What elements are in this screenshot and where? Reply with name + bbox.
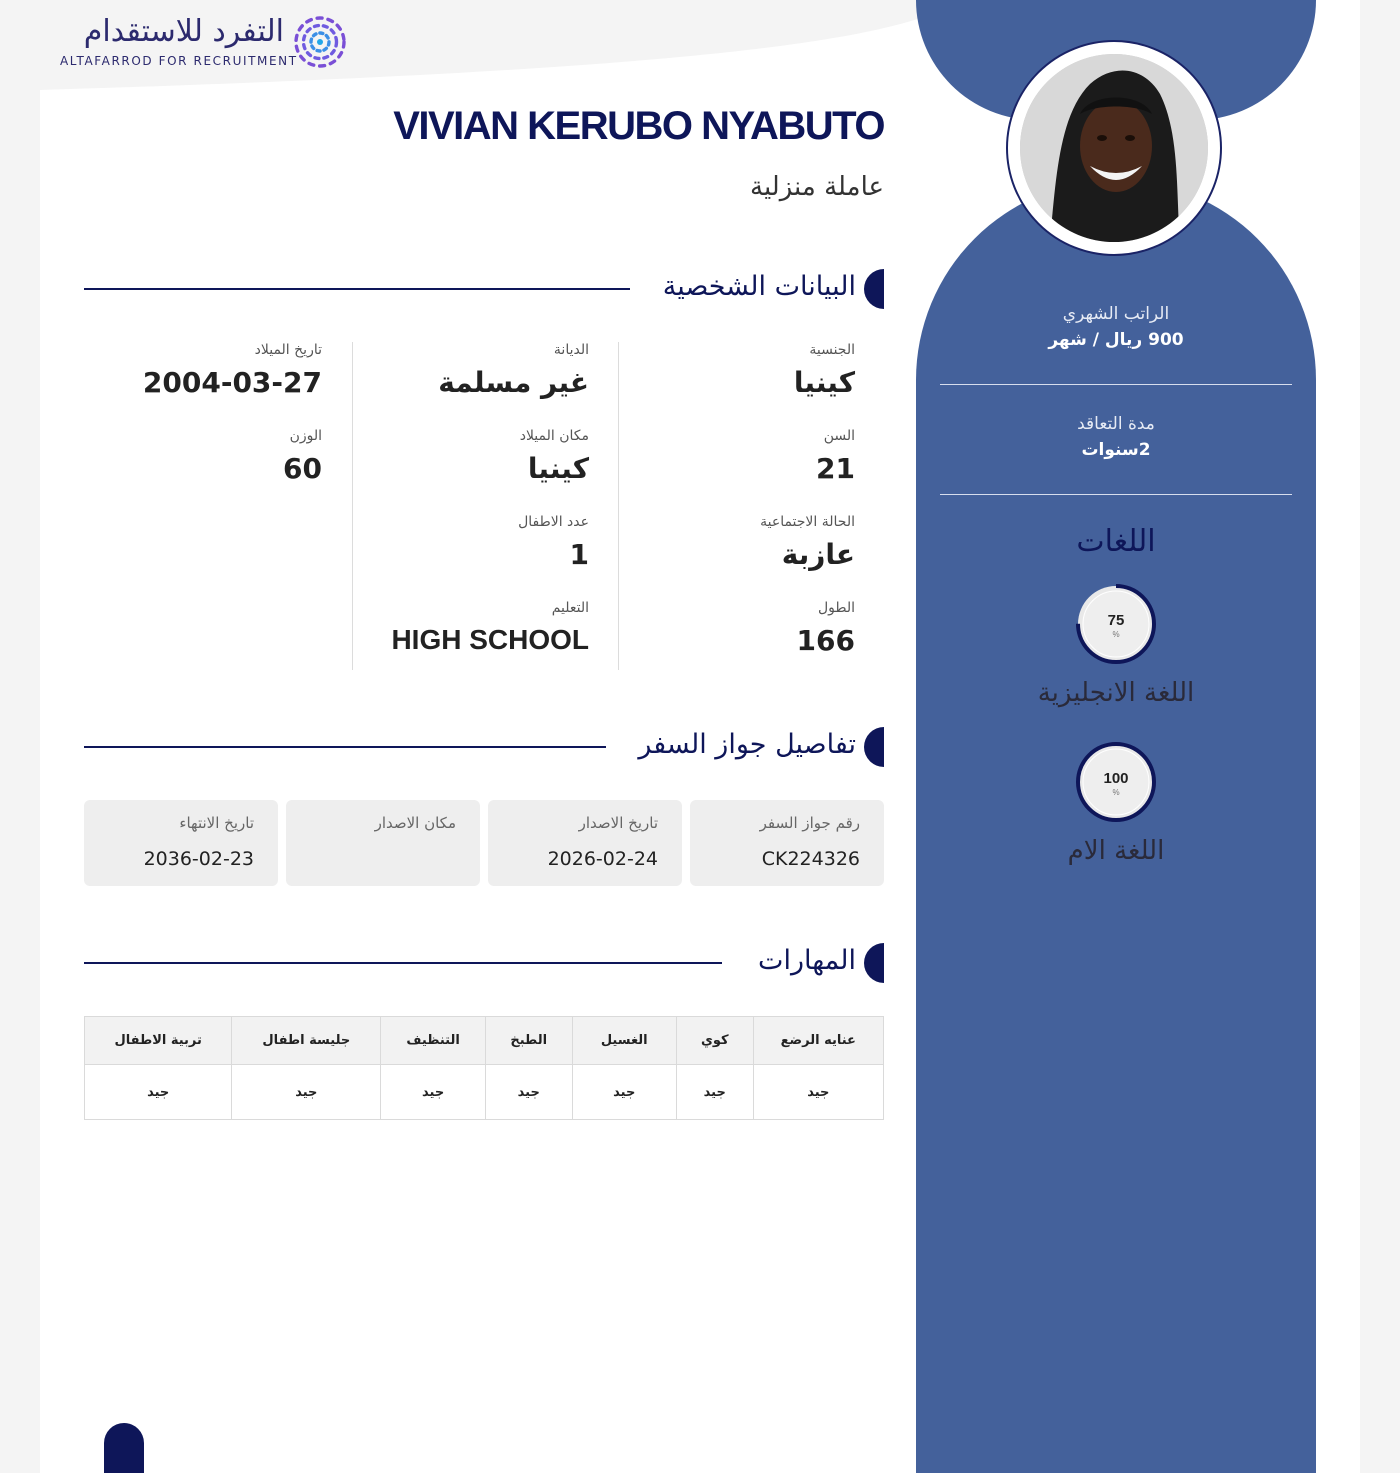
section-header-skills [84,943,884,983]
logo-text-english: ALTAFARROD FOR RECRUITMENT [60,54,298,68]
field-height [797,600,855,657]
logo-text-arabic: التفرد للاستقدام [83,14,284,49]
field-label: الطول [817,600,855,616]
field-label: مكان الميلاد [519,428,589,444]
section-header-personal [84,269,884,309]
person-avatar-icon [1020,54,1208,242]
section-marker [864,269,884,309]
passport-label: تاريخ الانتهاء [179,814,254,832]
field-age [816,428,855,485]
field-value: 60 [283,452,322,485]
passport-number-card [690,800,884,886]
skill-header: عنايه الرضع [753,1017,883,1065]
profile-photo[interactable] [1018,52,1210,244]
field-label: التعليم [551,600,589,616]
salary-label: الراتب الشهري [1062,304,1170,324]
section-title: تفاصيل جواز السفر [638,729,856,760]
language-percent: 100 [1103,770,1129,787]
field-label: تاريخ الميلاد [254,342,322,358]
field-value: عازبة [781,538,855,571]
section-line [84,288,630,290]
field-birthplace [520,428,589,485]
skill-level: جيد [85,1065,232,1120]
skill-level: جيد [572,1065,676,1120]
field-label: السن [823,428,855,444]
monthly-salary [940,304,1292,350]
contract-label: مدة التعاقد [1077,414,1155,434]
field-value: غير مسلمة [438,366,589,399]
skills-header-row [85,1017,884,1065]
section-header-passport [84,727,884,767]
section-line [84,962,722,964]
language-name: اللغة الانجليزية [1037,678,1195,708]
language-percent: 75 [1107,612,1125,629]
field-weight [283,428,322,485]
personal-column [86,342,352,670]
skill-level: جيد [676,1065,753,1120]
personal-column [352,342,619,670]
field-label: عدد الاطفال [518,514,589,530]
section-title: البيانات الشخصية [662,271,856,302]
language-name: اللغة الام [1067,836,1165,866]
sidebar-divider [940,494,1292,495]
skills-table [84,1016,884,1120]
profile-photo-frame [1006,40,1222,256]
sidebar-divider [940,384,1292,385]
section-marker [864,943,884,983]
percent-sign: % [1112,630,1120,639]
skill-level: جيد [485,1065,572,1120]
issue-date-card [488,800,682,886]
field-value: 2004-03-27 [142,366,322,399]
sidebar-body-shape [916,180,1316,1473]
contract-duration [940,414,1292,460]
personal-column [618,342,885,670]
field-value: كينيا [527,452,589,485]
field-marital-status [760,514,855,571]
field-label: الحالة الاجتماعية [760,514,855,530]
skill-header: تربية الاطفال [85,1017,232,1065]
job-title: عاملة منزلية [750,172,884,202]
section-line [84,746,606,748]
field-label: الديانة [553,342,589,358]
field-education [391,600,589,656]
field-birthdate [143,342,322,399]
language-progress-native [1074,740,1158,824]
salary-value: 900 ريال / شهر [1048,330,1184,350]
skill-header: الغسيل [572,1017,676,1065]
field-children [518,514,589,571]
section-marker [864,727,884,767]
expiry-date-card [84,800,278,886]
issue-place-card [286,800,480,886]
field-religion [438,342,589,399]
passport-label: تاريخ الاصدار [578,814,658,832]
contract-value: 2سنوات [1081,440,1151,460]
field-value: HIGH SCHOOL [391,624,589,655]
skill-header: جليسة اطفال [232,1017,381,1065]
passport-label: مكان الاصدار [374,814,456,832]
field-value: 21 [816,452,855,485]
skill-level: جيد [753,1065,883,1120]
field-nationality [794,342,855,399]
logo-dots-icon [292,14,348,70]
field-value: كينيا [793,366,855,399]
skill-header: كوي [676,1017,753,1065]
skill-level: جيد [232,1065,381,1120]
company-logo[interactable] [60,14,350,74]
section-title: المهارات [758,945,856,976]
field-value: 166 [796,624,855,657]
passport-value: 2036-02-23 [143,848,254,870]
passport-value: CK224326 [761,848,860,870]
skill-level: جيد [381,1065,486,1120]
field-label: الوزن [289,428,322,444]
languages-title: اللغات [1076,524,1156,559]
passport-label: رقم جواز السفر [759,814,860,832]
bottom-marker [104,1423,144,1473]
passport-value: 2026-02-24 [547,848,658,870]
candidate-name: VIVIAN KERUBO NYABUTO [393,104,884,148]
skill-header: الطبخ [485,1017,572,1065]
language-progress-english [1074,582,1158,666]
table-row [85,1065,884,1120]
field-value: 1 [569,538,589,571]
field-label: الجنسية [809,342,855,358]
skill-header: التنظيف [381,1017,486,1065]
sidebar [916,0,1316,1473]
percent-sign: % [1112,788,1120,797]
